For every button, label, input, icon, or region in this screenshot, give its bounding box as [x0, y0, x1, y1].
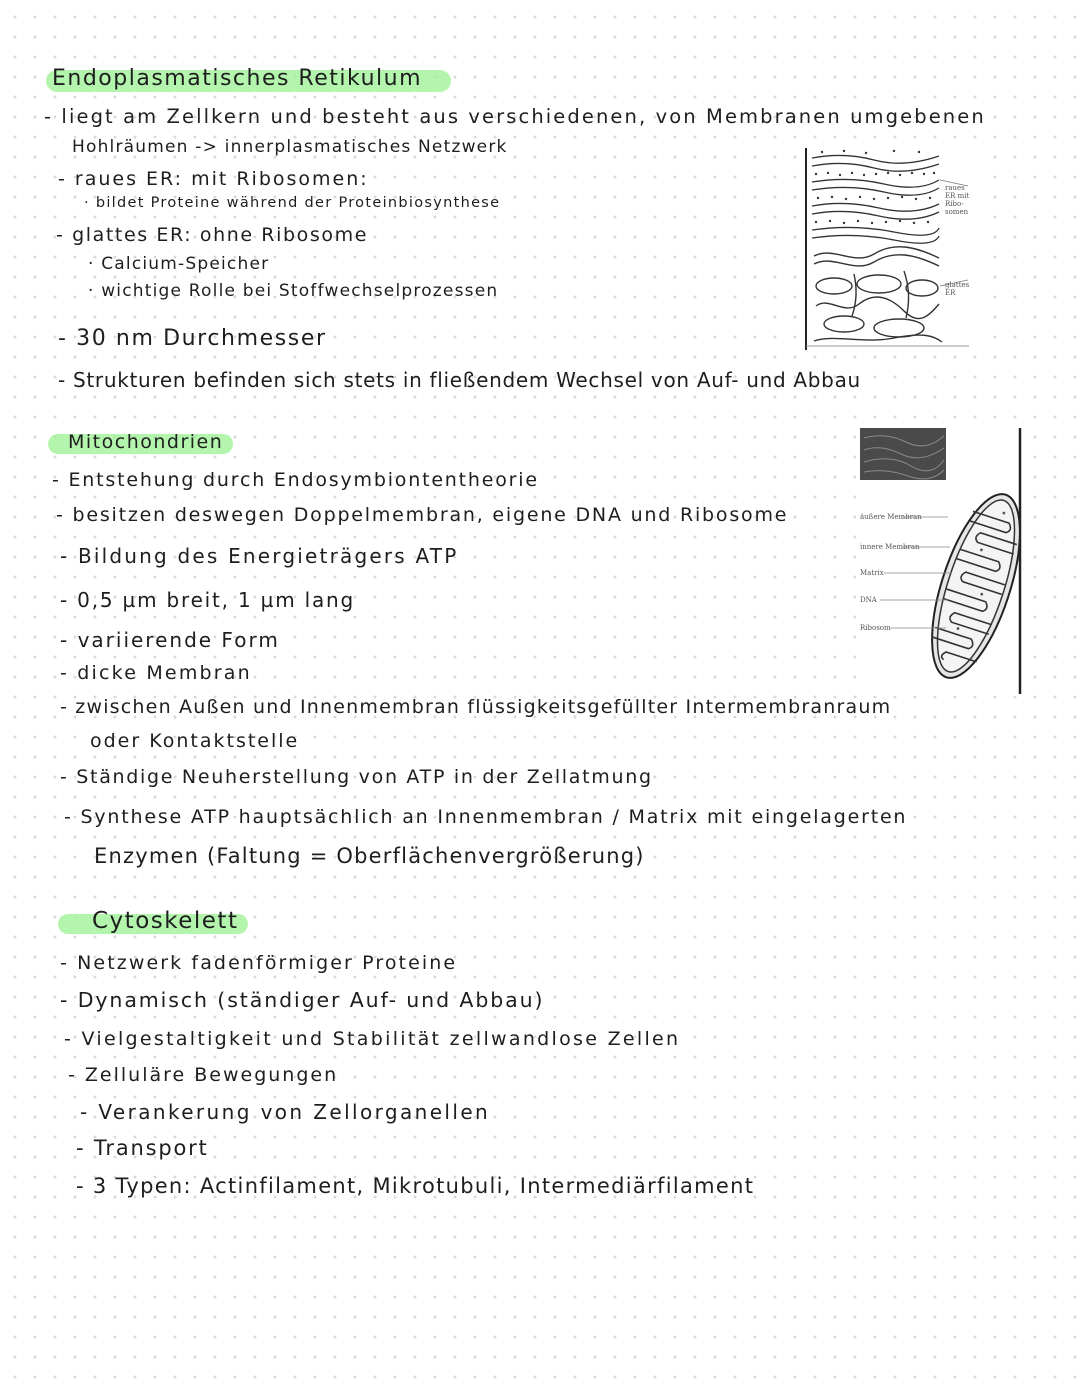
mito-line-5: - variierende Form [60, 628, 280, 652]
er-title: Endoplasmatisches Retikulum [52, 66, 422, 91]
er-fig-label-smooth-2: ER [945, 289, 956, 297]
er-fig-label-smooth-1: glattes [945, 281, 970, 289]
mito-line-2: - besitzen deswegen Doppelmembran, eigene DNA und Ribosome [56, 504, 789, 526]
cyto-line-2: - Dynamisch (ständiger Auf- und Abbau) [60, 988, 545, 1012]
cyto-line-5: - Verankerung von Zellorganellen [80, 1100, 491, 1124]
mito-fig-label-ribosom: Ribosom [860, 624, 891, 632]
mito-line-6: - dicke Membran [60, 662, 252, 684]
er-diagram [804, 146, 984, 352]
er-line-6: · Calcium-Speicher [88, 254, 270, 274]
mito-line-8: oder Kontaktstelle [90, 730, 300, 752]
mito-line-11: Enzymen (Faltung = Oberflächenvergrößerung) [94, 844, 645, 868]
er-line-5: - glattes ER: ohne Ribosome [56, 224, 368, 246]
mito-title: Mitochondrien [68, 431, 224, 453]
er-line-4: · bildet Proteine während der Proteinbiosynthese [84, 195, 501, 211]
er-line-2: Hohlräumen -> innerplasmatisches Netzwerk [72, 137, 508, 157]
cyto-line-6: - Transport [76, 1136, 209, 1160]
mito-line-7: - zwischen Außen und Innenmembran flüssigkeitsgefüllter Intermembranraum [60, 696, 892, 718]
cyto-line-3: - Vielgestaltigkeit und Stabilität zellwandlose Zellen [64, 1028, 681, 1050]
er-line-8: - 30 nm Durchmesser [58, 326, 327, 351]
mito-line-10: - Synthese ATP hauptsächlich an Innenmembran / Matrix mit eingelagerten [64, 806, 908, 828]
mito-fig-label-outer: äußere Membran [860, 513, 922, 521]
cyto-line-7: - 3 Typen: Actinfilament, Mikrotubuli, Intermediärfilament [76, 1174, 755, 1198]
er-fig-label-rough-1: raues [945, 184, 965, 192]
mito-fig-label-matrix: Matrix [860, 569, 884, 577]
er-fig-label-rough-2: ER mit [945, 192, 970, 200]
mito-fig-label-dna: DNA [860, 596, 877, 604]
mito-diagram [856, 424, 1026, 696]
mito-line-3: - Bildung des Energieträgers ATP [60, 544, 459, 568]
er-fig-label-rough-4: somen [945, 208, 969, 216]
er-line-9: - Strukturen befinden sich stets in fließendem Wechsel von Auf- und Abbau [58, 368, 861, 392]
er-line-1: - liegt am Zellkern und besteht aus verschiedenen, von Membranen umgebenen [44, 105, 986, 128]
er-fig-label-rough-3: Ribo- [945, 200, 964, 208]
er-line-3: - raues ER: mit Ribosomen: [58, 168, 369, 190]
mito-line-1: - Entstehung durch Endosymbiontentheorie [52, 469, 539, 491]
mito-line-9: - Ständige Neuherstellung von ATP in der Zellatmung [60, 766, 653, 788]
er-line-7: · wichtige Rolle bei Stoffwechselprozessen [88, 281, 499, 301]
mito-fig-label-inner: innere Membran [860, 543, 920, 551]
cyto-title: Cytoskelett [92, 908, 239, 934]
mito-line-4: - 0,5 µm breit, 1 µm lang [60, 588, 356, 612]
cyto-line-4: - Zelluläre Bewegungen [68, 1064, 339, 1086]
cyto-line-1: - Netzwerk fadenförmiger Proteine [60, 952, 458, 974]
